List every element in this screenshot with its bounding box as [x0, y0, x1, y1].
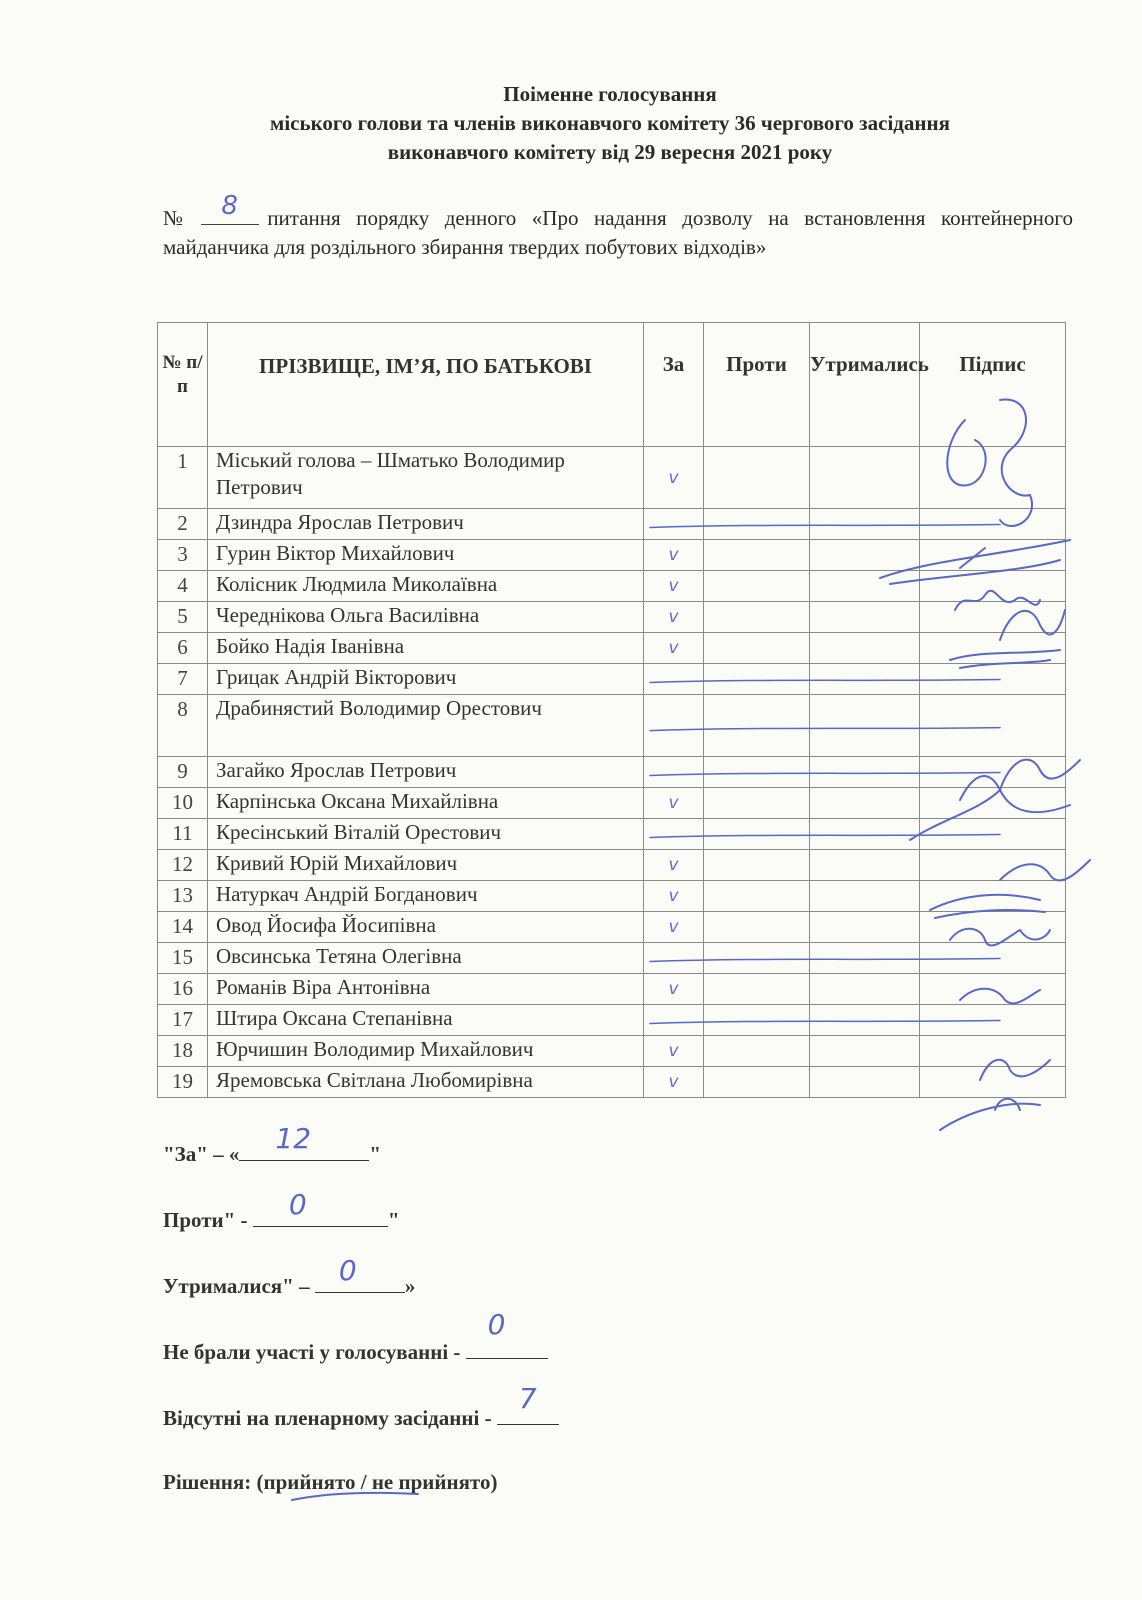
header-line-3: виконавчого комітету від 29 вересня 2021 року: [387, 140, 833, 164]
row-name: Загайко Ярослав Петрович: [208, 757, 644, 788]
row-vote-for: [644, 974, 704, 1005]
row-vote-against: [704, 447, 810, 509]
tally-abstained-label: Утрималися" –: [163, 1274, 315, 1298]
tally-absent-value: 7: [518, 1382, 537, 1415]
row-vote-against: [704, 850, 810, 881]
row-vote-against: [704, 1005, 810, 1036]
row-name: Карпінська Оксана Михайлівна: [208, 788, 644, 819]
tally-for-label: "За" – «: [163, 1142, 240, 1166]
row-vote-for: [644, 447, 704, 509]
check-mark: v: [668, 638, 679, 658]
table-row: [158, 633, 1066, 664]
table-row: [158, 943, 1066, 974]
row-signature: [920, 757, 1066, 788]
check-mark: v: [668, 793, 679, 813]
row-number: 15: [158, 943, 208, 974]
table-row: [158, 1067, 1066, 1098]
row-number: 19: [158, 1067, 208, 1098]
row-signature: [920, 850, 1066, 881]
row-number: 2: [158, 509, 208, 540]
row-name: Міський голова – Шматько Володимир Петрович: [208, 447, 644, 509]
row-vote-for: [644, 1036, 704, 1067]
row-signature: [920, 664, 1066, 695]
row-signature: [920, 602, 1066, 633]
row-signature: [920, 819, 1066, 850]
row-vote-against: [704, 571, 810, 602]
row-number: 8: [158, 695, 208, 757]
tally-abstained-value: 0: [338, 1254, 357, 1287]
tally-not-voted: [163, 1308, 548, 1365]
table-row: [158, 509, 1066, 540]
row-vote-abstained: [810, 912, 920, 943]
row-vote-for: [644, 943, 704, 974]
row-number: 3: [158, 540, 208, 571]
table-row: [158, 974, 1066, 1005]
row-vote-for: [644, 757, 704, 788]
row-name: Штира Оксана Степанівна: [208, 1005, 644, 1036]
row-vote-against: [704, 540, 810, 571]
row-signature: [920, 695, 1066, 757]
check-mark: v: [668, 979, 679, 999]
table-row: [158, 788, 1066, 819]
vote-table: [157, 322, 1066, 1098]
row-signature: [920, 1036, 1066, 1067]
table-row: [158, 1005, 1066, 1036]
header-for: За: [644, 323, 704, 447]
row-vote-for: [644, 602, 704, 633]
table-row: [158, 819, 1066, 850]
row-number: 12: [158, 850, 208, 881]
table-row: [158, 602, 1066, 633]
table-row: [158, 540, 1066, 571]
row-signature: [920, 633, 1066, 664]
row-vote-for: [644, 633, 704, 664]
row-vote-abstained: [810, 664, 920, 695]
row-name: Дзиндра Ярослав Петрович: [208, 509, 644, 540]
tally-against-close: ": [387, 1208, 400, 1232]
agenda-number-handwritten: 8: [221, 191, 238, 221]
row-name: Яремовська Світлана Любомирівна: [208, 1067, 644, 1098]
tally-not-voted-value: 0: [487, 1308, 506, 1341]
check-mark: v: [668, 1041, 679, 1061]
row-number: 13: [158, 881, 208, 912]
row-vote-against: [704, 788, 810, 819]
row-vote-abstained: [810, 1005, 920, 1036]
table-row: [158, 850, 1066, 881]
row-signature: [920, 943, 1066, 974]
row-vote-for: [644, 664, 704, 695]
header-num: № п/п: [158, 323, 208, 447]
row-name: Романів Віра Антонівна: [208, 974, 644, 1005]
check-mark: v: [668, 607, 679, 627]
row-vote-abstained: [810, 1036, 920, 1067]
check-mark: v: [668, 545, 679, 565]
header-name: ПРІЗВИЩЕ, ІМ’Я, ПО БАТЬКОВІ: [208, 323, 644, 447]
row-number: 16: [158, 974, 208, 1005]
tally-for-value: 12: [275, 1122, 312, 1155]
row-name: Кресінський Віталій Орестович: [208, 819, 644, 850]
row-vote-against: [704, 695, 810, 757]
row-vote-for: [644, 695, 704, 757]
agenda-item: [163, 191, 1073, 262]
row-signature: [920, 571, 1066, 602]
check-mark: v: [668, 886, 679, 906]
agenda-number-prefix: №: [163, 206, 194, 230]
check-mark: v: [668, 1072, 679, 1092]
row-signature: [920, 447, 1066, 509]
row-vote-abstained: [810, 974, 920, 1005]
header-line-2: міського голови та членів виконавчого комітету 36 чергового засідання: [270, 111, 950, 135]
row-name: Натуркач Андрій Богданович: [208, 881, 644, 912]
signature-19: [940, 1099, 1040, 1130]
tally-for: [163, 1122, 382, 1167]
tally-absent-field: [497, 1382, 559, 1425]
row-vote-for: [644, 881, 704, 912]
document-header: [150, 80, 1070, 167]
row-vote-abstained: [810, 447, 920, 509]
row-vote-abstained: [810, 509, 920, 540]
row-vote-abstained: [810, 571, 920, 602]
vote-table-header: [158, 323, 1066, 447]
row-name: Драбинястий Володимир Орестович: [208, 695, 644, 757]
row-name: Череднікова Ольга Василівна: [208, 602, 644, 633]
row-number: 6: [158, 633, 208, 664]
header-against: Проти: [704, 323, 810, 447]
row-name: Бойко Надія Іванівна: [208, 633, 644, 664]
header-signature: Підпис: [920, 323, 1066, 447]
row-vote-abstained: [810, 695, 920, 757]
row-vote-for: [644, 509, 704, 540]
row-number: 1: [158, 447, 208, 509]
row-vote-against: [704, 819, 810, 850]
row-vote-against: [704, 881, 810, 912]
row-vote-for: [644, 1067, 704, 1098]
table-row: [158, 912, 1066, 943]
row-number: 7: [158, 664, 208, 695]
table-row: [158, 695, 1066, 757]
row-vote-against: [704, 912, 810, 943]
row-vote-abstained: [810, 788, 920, 819]
row-vote-for: [644, 788, 704, 819]
table-row: [158, 664, 1066, 695]
tally-against-field: [253, 1188, 388, 1227]
table-row: [158, 571, 1066, 602]
row-number: 9: [158, 757, 208, 788]
row-signature: [920, 540, 1066, 571]
row-vote-against: [704, 943, 810, 974]
row-vote-abstained: [810, 881, 920, 912]
row-name: Кривий Юрій Михайлович: [208, 850, 644, 881]
row-name: Грицак Андрій Вікторович: [208, 664, 644, 695]
row-vote-against: [704, 974, 810, 1005]
check-mark: v: [668, 917, 679, 937]
row-number: 14: [158, 912, 208, 943]
agenda-text: питання порядку денного «Про надання дозволу на встановлення контейнерного майданчика для роздільного збирання твердих побутових відходів»: [163, 206, 1073, 259]
row-signature: [920, 974, 1066, 1005]
row-signature: [920, 509, 1066, 540]
table-row: [158, 881, 1066, 912]
tally-not-voted-field: [466, 1308, 548, 1359]
row-signature: [920, 788, 1066, 819]
table-row: [158, 1036, 1066, 1067]
table-row: [158, 447, 1066, 509]
check-mark: v: [668, 467, 679, 488]
row-signature: [920, 1005, 1066, 1036]
tally-absent-label: Відсутні на пленарному засіданні -: [163, 1406, 497, 1430]
row-vote-abstained: [810, 850, 920, 881]
row-vote-against: [704, 664, 810, 695]
row-number: 18: [158, 1036, 208, 1067]
row-vote-against: [704, 1036, 810, 1067]
row-name: Гурин Віктор Михайлович: [208, 540, 644, 571]
row-vote-abstained: [810, 943, 920, 974]
tally-for-close: ": [369, 1142, 382, 1166]
tally-abstained-close: »: [404, 1274, 416, 1298]
tally-against-label: Проти" -: [163, 1208, 253, 1232]
row-number: 5: [158, 602, 208, 633]
row-signature: [920, 1067, 1066, 1098]
agenda-number-field: [201, 191, 259, 225]
header-abstained: Утримались: [810, 323, 920, 447]
row-signature: [920, 881, 1066, 912]
tally-absent: [163, 1382, 559, 1431]
row-number: 17: [158, 1005, 208, 1036]
row-number: 10: [158, 788, 208, 819]
row-vote-against: [704, 757, 810, 788]
tally-abstained: [163, 1254, 416, 1299]
check-mark: v: [668, 855, 679, 875]
header-line-1: Поіменне голосування: [503, 82, 717, 106]
row-vote-for: [644, 819, 704, 850]
row-vote-abstained: [810, 540, 920, 571]
row-vote-abstained: [810, 633, 920, 664]
row-vote-for: [644, 912, 704, 943]
tally-against-value: 0: [288, 1188, 307, 1221]
row-name: Овсинська Тетяна Олегівна: [208, 943, 644, 974]
row-name: Юрчишин Володимир Михайлович: [208, 1036, 644, 1067]
row-vote-abstained: [810, 602, 920, 633]
row-vote-for: [644, 1005, 704, 1036]
tally-abstained-field: [315, 1254, 405, 1293]
row-vote-for: [644, 850, 704, 881]
decision-label: Рішення: (прийнято / не прийнято): [163, 1470, 498, 1494]
row-vote-abstained: [810, 819, 920, 850]
check-mark: v: [668, 576, 679, 596]
row-vote-abstained: [810, 757, 920, 788]
tally-not-voted-label: Не брали участі у голосуванні -: [163, 1340, 466, 1364]
row-vote-against: [704, 633, 810, 664]
row-number: 11: [158, 819, 208, 850]
row-name: Овод Йосифа Йосипівна: [208, 912, 644, 943]
row-vote-against: [704, 602, 810, 633]
row-signature: [920, 912, 1066, 943]
row-vote-abstained: [810, 1067, 920, 1098]
row-name: Колісник Людмила Миколаївна: [208, 571, 644, 602]
decision-line: [163, 1470, 497, 1495]
row-vote-for: [644, 571, 704, 602]
row-vote-against: [704, 1067, 810, 1098]
table-row: [158, 757, 1066, 788]
tally-against: [163, 1188, 400, 1233]
row-number: 4: [158, 571, 208, 602]
row-vote-for: [644, 540, 704, 571]
tally-for-field: [239, 1122, 369, 1161]
row-vote-against: [704, 509, 810, 540]
